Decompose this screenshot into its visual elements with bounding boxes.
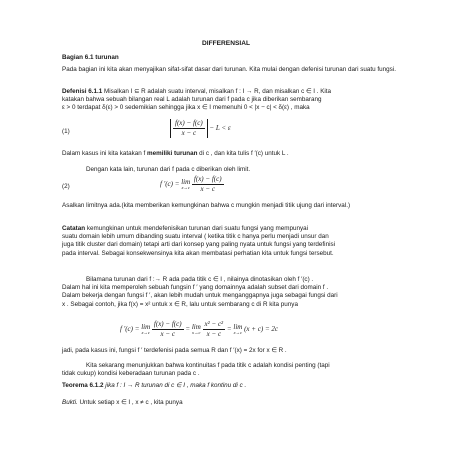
- equation-3-lim-word-3: lim: [233, 323, 243, 331]
- catatan-line-2: suatu domain lebih umum dibanding suatu interval ( ketika titik c hanya perlu menjadi unsur dan: [62, 233, 329, 241]
- equation-3-lim-word-1: lim: [141, 323, 151, 331]
- equation-3-limit-2: [192, 324, 201, 335]
- continuity-line-2: tidak cukup) kondisi keberadaan turunan pada c .: [62, 370, 200, 378]
- notation-post: di c , dan kita tulis f ′(c) untuk L .: [197, 150, 289, 157]
- proof-text: Untuk setiap x ∈ I , x ≠ c , kita punya: [77, 399, 183, 406]
- equation-3-denominator-2: x − c: [206, 330, 222, 338]
- equation-3-limit-1: [141, 324, 150, 335]
- catatan-label: Catatan: [62, 225, 86, 232]
- theorem-block: [62, 382, 396, 390]
- equation-1-fraction: [173, 119, 205, 138]
- equation-3: [120, 320, 278, 339]
- equation-3-equals-2: =: [226, 325, 234, 334]
- equation-1-tail: − L < ε: [207, 124, 231, 133]
- equation-2-lim-sub: x→c: [181, 185, 190, 190]
- notation-bold: memiliki turunan: [147, 150, 198, 157]
- equation-1-abs: [170, 119, 208, 138]
- equation-2-limit: [181, 179, 190, 190]
- equation-3-fraction-2: [203, 320, 226, 339]
- catatan-line-1: kemungkinan untuk mendefenisikan turunan dari suatu fungsi yang mempunyai: [85, 225, 309, 232]
- other-words-line: Dengan kata lain, turunan dari f pada c diberikan oleh limit.: [86, 166, 251, 173]
- theorem-text: jika f : I → R turunan di c ∈ I , maka f kontinu di c .: [103, 382, 247, 389]
- equation-1-numerator: f(x) − f(c): [175, 119, 203, 127]
- catatan-block: [62, 225, 396, 258]
- proof-block: [62, 399, 396, 407]
- jadi-paragraph: jadi, pada kasus ini, fungsi f ′ terdefenisi pada semua R dan f ′(x) = 2x for x ∈ R .: [62, 347, 287, 354]
- equation-2-fraction: [192, 175, 224, 194]
- bilamana-line-4: x . Sebagai contoh, jika f(x) = x² untuk x ∈ R, lalu untuk sembarang c di R kita punya: [62, 300, 298, 308]
- theorem-label: Teorema 6.1.2: [62, 382, 104, 389]
- definition-line-3: ε > 0 terdapat δ(ε) > 0 sedemikian sehingga jika x ∈ I memenuhi 0 < |x − c| < δ(ε) , maka: [62, 104, 310, 112]
- equation-3-equals-1: =: [185, 325, 192, 334]
- limit-exists-paragraph: Asalkan limitnya ada.(kita memberikan kemungkinan bahwa c mungkin menjadi titik ujung dari interval.): [62, 202, 351, 209]
- definition-line-2: katakan bahwa sebuah bilangan real L adalah turunan dari f pada c jika diberikan sembarang: [62, 96, 322, 104]
- equation-2: [160, 175, 224, 194]
- equation-3-lhs: f ′(c) =: [120, 325, 142, 334]
- definition-block: [62, 88, 396, 113]
- equation-3-denominator-1: x − c: [160, 330, 175, 338]
- section-heading: Bagian 6.1 turunan: [62, 54, 119, 61]
- equation-1-denominator: x − c: [181, 129, 197, 137]
- equation-1: [170, 119, 231, 138]
- equation-3-numerator-1: f(x) − f(c): [153, 320, 182, 328]
- bilamana-block: [62, 276, 396, 309]
- continuity-line-1: Kita sekarang menunjukkan bahwa kontinuitas f pada titik c adalah kondisi penting (tapi: [86, 362, 330, 369]
- proof-label: Bukti.: [62, 399, 78, 406]
- equation-2-lim-word: lim: [181, 178, 191, 186]
- definition-line-1: Misalkan I ⊆ R adalah suatu interval, misalkan f : I → R, dan misalkan c ∈ I . Kita: [102, 88, 332, 95]
- equation-3-fraction-1: [152, 320, 184, 339]
- equation-2-lhs: f ′(c) =: [160, 180, 182, 189]
- equation-3-numerator-2: x² − c²: [204, 320, 224, 328]
- equation-number-1: (1): [62, 128, 70, 135]
- bilamana-line-1: Bilamana turunan dari f :→ R ada pada titik c ∈ I , nilainya dinotasikan oleh f ′(c) .: [86, 276, 314, 283]
- equation-3-limit-3: [233, 324, 242, 335]
- equation-3-lim-sub-1: x→c: [141, 330, 150, 335]
- continuity-paragraph: [62, 362, 396, 378]
- equation-3-lim-sub-2: x→c: [192, 330, 201, 335]
- notation-pre: Dalam kasus ini kita katakan f: [62, 150, 148, 157]
- definition-label: Defenisi 6.1.1: [62, 88, 103, 95]
- bilamana-line-3: Dalam bekerja dengan fungsi f ′, akan lebih mudah untuk menganggapnya juga sebagai fungsi dari: [62, 292, 338, 300]
- derivative-notation-paragraph: [62, 150, 396, 158]
- equation-3-lim-word-2: lim: [191, 323, 201, 331]
- equation-2-numerator: f(x) − f(c): [193, 175, 222, 183]
- document-title: DIFFERENSIAL: [202, 40, 250, 47]
- catatan-line-4: pada interval. Sebagai konsekwensinya kita akan membatasi perhatian kita untuk fungsi tersebut.: [62, 249, 334, 257]
- equation-number-2: (2): [62, 183, 70, 190]
- equation-3-lim-sub-3: x→c: [233, 330, 243, 335]
- equation-2-denominator: x − c: [200, 185, 215, 193]
- catatan-line-3: juga titik cluster dari domain) tetapi arti dari konsep yang paling nyata untuk fungsi yang terdefinisi: [62, 241, 336, 249]
- intro-paragraph: Pada bagian ini kita akan menyajikan sifat-sifat dasar dari turunan. Kita mulai dengan defenisi turunan dari suatu fungsi.: [62, 66, 396, 73]
- equation-3-tail: (x + c) = 2c: [244, 325, 279, 334]
- bilamana-line-2: Dalam hal ini kita memperoleh sebuah fungsin f ′ yang domainnya adalah subset dari domain f .: [62, 284, 329, 292]
